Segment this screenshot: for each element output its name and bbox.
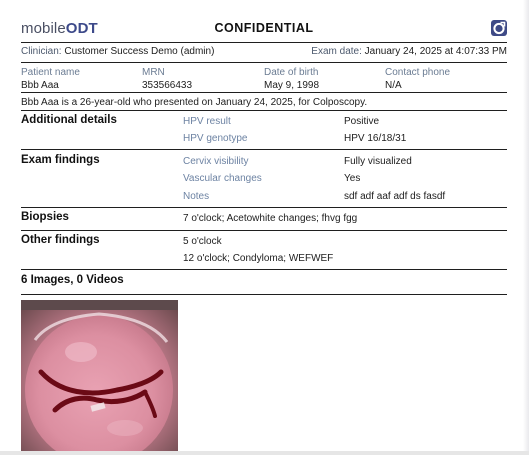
hpv-result-label: HPV result [183,116,231,127]
dob-value: May 9, 1998 [264,80,320,91]
other-finding-2: 12 o'clock; Condyloma; WEFWEF [183,253,334,264]
hpv-genotype-label: HPV genotype [183,133,248,144]
patient-name-label: Patient name [21,67,80,78]
page-edge-shadow [523,0,529,455]
divider [21,207,507,208]
clinician-line: Clinician: Customer Success Demo (admin) [21,46,215,57]
divider [21,269,507,270]
divider [21,110,507,111]
summary-text: Bbb Aaa is a 26-year-old who presented on January 24, 2025, for Colposcopy. [21,97,368,108]
divider [21,294,507,295]
colposcopy-image [21,300,178,455]
cervix-visibility-label: Cervix visibility [183,156,249,167]
patient-name-value: Bbb Aaa [21,80,59,91]
notes-label: Notes [183,191,210,202]
notes-value: sdf adf aaf adf ds fasdf [344,191,446,202]
divider [21,230,507,231]
vascular-changes-label: Vascular changes [183,173,262,184]
mobileodt-logo: mobileODT [21,20,98,37]
vascular-changes-value: Yes [344,173,361,184]
exam-findings-heading: Exam findings [21,154,100,166]
biopsies-heading: Biopsies [21,211,69,223]
hpv-result-value: Positive [344,116,380,127]
phone-value: N/A [385,80,402,91]
divider [21,42,507,43]
divider [21,92,507,93]
cervix-visibility-value: Fully visualized [344,156,412,167]
hpv-genotype-value: HPV 16/18/31 [344,133,407,144]
page-bottom-edge [0,451,529,455]
colposcopy-image-thumbnail[interactable] [21,300,178,455]
divider [21,149,507,150]
biopsies-value: 7 o'clock; Acetowhite changes; fhvg fgg [183,213,358,224]
phone-label: Contact phone [385,67,451,78]
report-header [21,19,507,41]
report-title: CONFIDENTIAL [214,21,314,35]
divider [21,62,507,63]
mrn-value: 353566433 [142,80,193,91]
other-finding-1: 5 o'clock [183,236,222,247]
additional-details-heading: Additional details [21,114,117,126]
mobileodt-app-icon[interactable] [491,20,507,36]
exam-date-line: Exam date: January 24, 2025 at 4:07:33 PM [311,46,507,57]
other-findings-heading: Other findings [21,234,100,246]
media-count-heading: 6 Images, 0 Videos [21,274,124,286]
mrn-label: MRN [142,67,165,78]
dob-label: Date of birth [264,67,319,78]
